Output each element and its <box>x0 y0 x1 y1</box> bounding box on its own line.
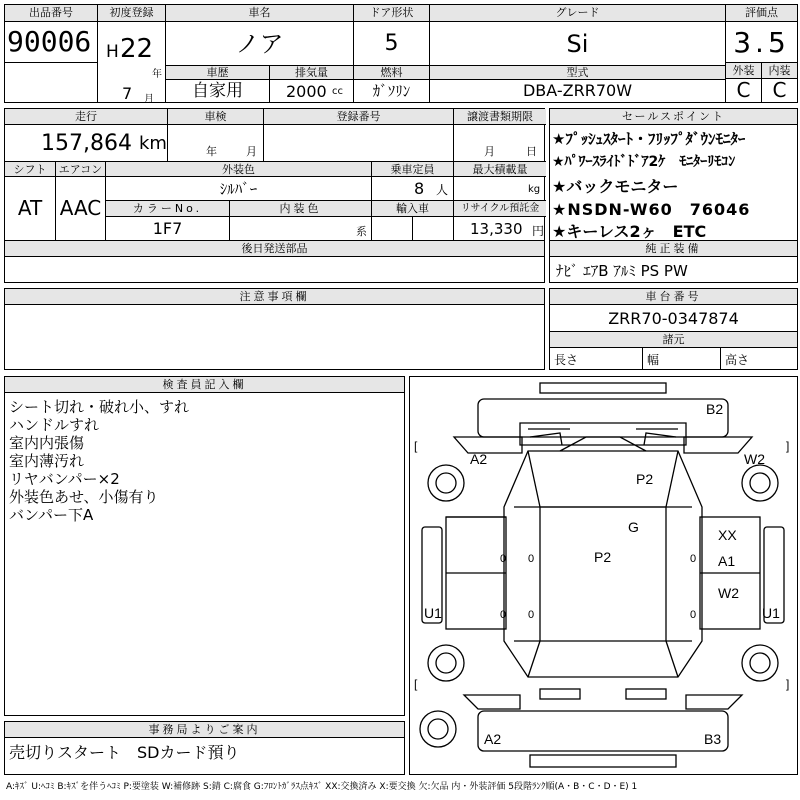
later-parts-block <box>4 240 545 283</box>
fuel: ｶﾞｿﾘﾝ <box>353 80 429 102</box>
mark-p2-roof: P2 <box>636 471 654 487</box>
mark-a2-bottom: A2 <box>484 731 502 747</box>
recycle-label: リサイクル預託金 <box>453 201 546 217</box>
reg-month: 7 <box>122 84 133 102</box>
history-label: 車歴 <box>165 66 269 80</box>
score: 3.5 <box>725 22 797 63</box>
max-load-label: 最大積載量 <box>453 161 546 177</box>
car-outline <box>410 377 797 774</box>
car-name-label: 車名 <box>165 5 353 22</box>
displacement-cell <box>269 80 353 102</box>
equipment-block <box>549 240 798 283</box>
first-reg-cell <box>97 22 165 102</box>
score-label: 評価点 <box>725 5 797 22</box>
int-color-cell <box>229 217 371 240</box>
mark-g: G <box>628 519 639 535</box>
sales-point-2: ★ﾊﾟﾜｰｽﾗｲﾄﾞﾄﾞｱ2ｹ ﾓﾆﾀｰﾘﾓｺﾝ <box>552 154 736 170</box>
inspection-label: 車検 <box>167 109 263 125</box>
zero-2: 0 <box>500 609 507 621</box>
import-cell <box>371 217 453 240</box>
reg-no-cell <box>263 125 453 161</box>
vehicle-info-block <box>4 108 545 241</box>
sales-points-label: セールスポイント <box>550 109 797 125</box>
mileage-cell <box>5 125 167 161</box>
int-color-unit: 系 <box>356 225 367 238</box>
insp-month-unit: 月 <box>246 145 257 158</box>
recycle-unit: 円 <box>532 224 545 238</box>
sales-point-5: ★キーレス2ヶ ETC <box>552 222 707 241</box>
int-grade-label: 内装 <box>761 63 797 79</box>
inspector-line-2: ハンドルすれ <box>9 416 100 434</box>
grade-label: グレード <box>429 5 725 22</box>
mark-b2: B2 <box>706 401 724 417</box>
zero-1: 0 <box>500 553 507 565</box>
reg-year: 22 <box>120 34 154 64</box>
displacement-label: 排気量 <box>269 66 353 80</box>
inspector-line-3: 室内内張傷 <box>9 434 85 452</box>
mark-w2-top: W2 <box>744 451 765 467</box>
equipment-value: ﾅﾋﾞ ｴｱB ｱﾙﾐ PS PW <box>556 262 688 280</box>
int-grade: C <box>761 79 797 102</box>
lot-divider <box>5 62 97 63</box>
width-label: 幅 <box>647 353 660 367</box>
month-unit: 月 <box>144 94 154 102</box>
import-label: 輸入車 <box>371 201 453 217</box>
capacity-cell <box>371 177 453 201</box>
color-no-label: カラーNo. <box>105 201 229 217</box>
mileage-unit: km <box>139 133 167 154</box>
mileage: 157,864 <box>41 131 132 156</box>
transfer-cell <box>453 125 546 161</box>
inspector-line-1: シート切れ・破れ小、すれ <box>9 398 190 416</box>
notes-block <box>4 288 545 370</box>
mark-xx: XX <box>718 527 737 543</box>
fuel-label: 燃料 <box>353 66 429 80</box>
width-cell <box>642 348 720 369</box>
era: H <box>106 42 119 62</box>
height-label: 高さ <box>725 353 750 367</box>
dims-label: 諸元 <box>550 332 797 348</box>
max-load-unit: kg <box>528 184 541 195</box>
zero-4: 0 <box>528 609 535 621</box>
chassis-block <box>549 288 798 370</box>
car-name: ノア <box>165 22 353 66</box>
inspection-cell <box>167 125 263 161</box>
inspector-line-4: 室内薄汚れ <box>9 452 85 470</box>
model-label: 型式 <box>429 66 725 80</box>
zero-5: 0 <box>690 553 697 565</box>
legend-footer: A:ｷｽﾞ U:ﾍｺﾐ B:ｷｽﾞを伴うﾍｺﾐ P:要塗装 W:補修跡 S:錆 C:腐食 G:ﾌﾛﾝﾄｶﾞﾗｽ点ｷｽﾞ XX:交換済み X:要交換 欠:欠品 内・外装評価 5段階ﾗﾝｸ順(A・B・C・D・E) 1 <box>6 782 638 792</box>
office-text: 売切りスタート SDカード預り <box>9 743 240 762</box>
bracket-tr: ] <box>786 439 790 453</box>
capacity-label: 乗車定員 <box>371 161 453 177</box>
mark-w2-side: W2 <box>718 585 739 601</box>
sales-points-block <box>549 108 798 241</box>
bracket-ml: [ <box>414 677 418 691</box>
sales-point-1: ★ﾌﾟｯｼｭｽﾀｰﾄ・ﾌﾘｯﾌﾟﾀﾞｳﾝﾓﾆﾀｰ <box>552 130 746 148</box>
inspector-line-5: リヤバンパー×2 <box>9 470 120 488</box>
shift: AT <box>17 196 43 220</box>
ac: AAC <box>55 177 105 240</box>
lot-no: 90006 <box>7 25 92 58</box>
inspector-line-6: 外装色あせ、小傷有り <box>9 488 159 506</box>
inspector-block <box>4 376 405 716</box>
mark-u1-right: U1 <box>762 605 780 621</box>
bracket-mr: ] <box>786 677 790 691</box>
mark-a2-top: A2 <box>470 451 488 467</box>
height-cell <box>720 348 797 369</box>
office-block <box>4 721 405 775</box>
recycle: 13,330 <box>470 220 523 238</box>
header-block <box>4 4 798 103</box>
color-no: 1F7 <box>105 217 229 240</box>
displacement-unit: cc <box>332 86 343 97</box>
ext-color-label: 外装色 <box>105 161 371 177</box>
transfer-day-unit: 日 <box>526 145 537 158</box>
length-label: 長さ <box>554 353 579 367</box>
doors: 5 <box>353 22 429 66</box>
sales-point-3: ★バックモニター <box>552 177 679 196</box>
ext-grade: C <box>725 79 761 102</box>
notes-label: 注意事項欄 <box>5 289 544 305</box>
grade: Si <box>429 22 725 66</box>
transfer-month-unit: 月 <box>484 145 495 158</box>
max-load-cell <box>453 177 546 201</box>
model: DBA-ZRR70W <box>429 80 725 102</box>
equipment-label: 純正装備 <box>550 241 797 257</box>
capacity-unit: 人 <box>436 183 449 197</box>
car-diagram <box>409 376 798 775</box>
office-label: 事務局よりご案内 <box>5 722 404 738</box>
ext-color: ｼﾙﾊﾞｰ <box>105 177 371 201</box>
import-divider <box>412 217 413 240</box>
int-color-label: 内装色 <box>229 201 371 217</box>
transfer-label: 譲渡書類期限 <box>453 109 546 125</box>
zero-6: 0 <box>690 609 697 621</box>
capacity: 8 <box>414 179 425 198</box>
history: 自家用 <box>165 80 269 102</box>
mark-p2-body: P2 <box>594 549 612 565</box>
ac-label: エアコン <box>55 161 105 177</box>
mark-u1-left: U1 <box>424 605 442 621</box>
year-unit: 年 <box>152 69 162 80</box>
shift-label: シフト <box>5 161 55 177</box>
later-parts-label: 後日発送部品 <box>5 241 544 257</box>
zero-3: 0 <box>528 553 535 565</box>
mark-b3: B3 <box>704 731 722 747</box>
inspector-label: 検査員記入欄 <box>5 377 404 393</box>
reg-no-label: 登録番号 <box>263 109 453 125</box>
recycle-cell <box>453 217 546 240</box>
chassis-label: 車台番号 <box>550 289 797 305</box>
sales-point-4: ★NSDN-W60 76046 <box>552 200 751 219</box>
displacement: 2000 <box>286 82 327 101</box>
bracket-tl: [ <box>414 439 418 453</box>
insp-year-unit: 年 <box>206 145 217 158</box>
chassis-value: ZRR70-0347874 <box>550 305 797 332</box>
door-label: ドア形状 <box>353 5 429 22</box>
inspector-line-7: バンパー下A <box>9 506 94 524</box>
first-reg-label: 初度登録 <box>97 5 165 22</box>
ext-grade-label: 外装 <box>725 63 761 79</box>
mileage-label: 走行 <box>5 109 167 125</box>
lot-no-label: 出品番号 <box>5 5 97 22</box>
mark-a1: A1 <box>718 553 736 569</box>
